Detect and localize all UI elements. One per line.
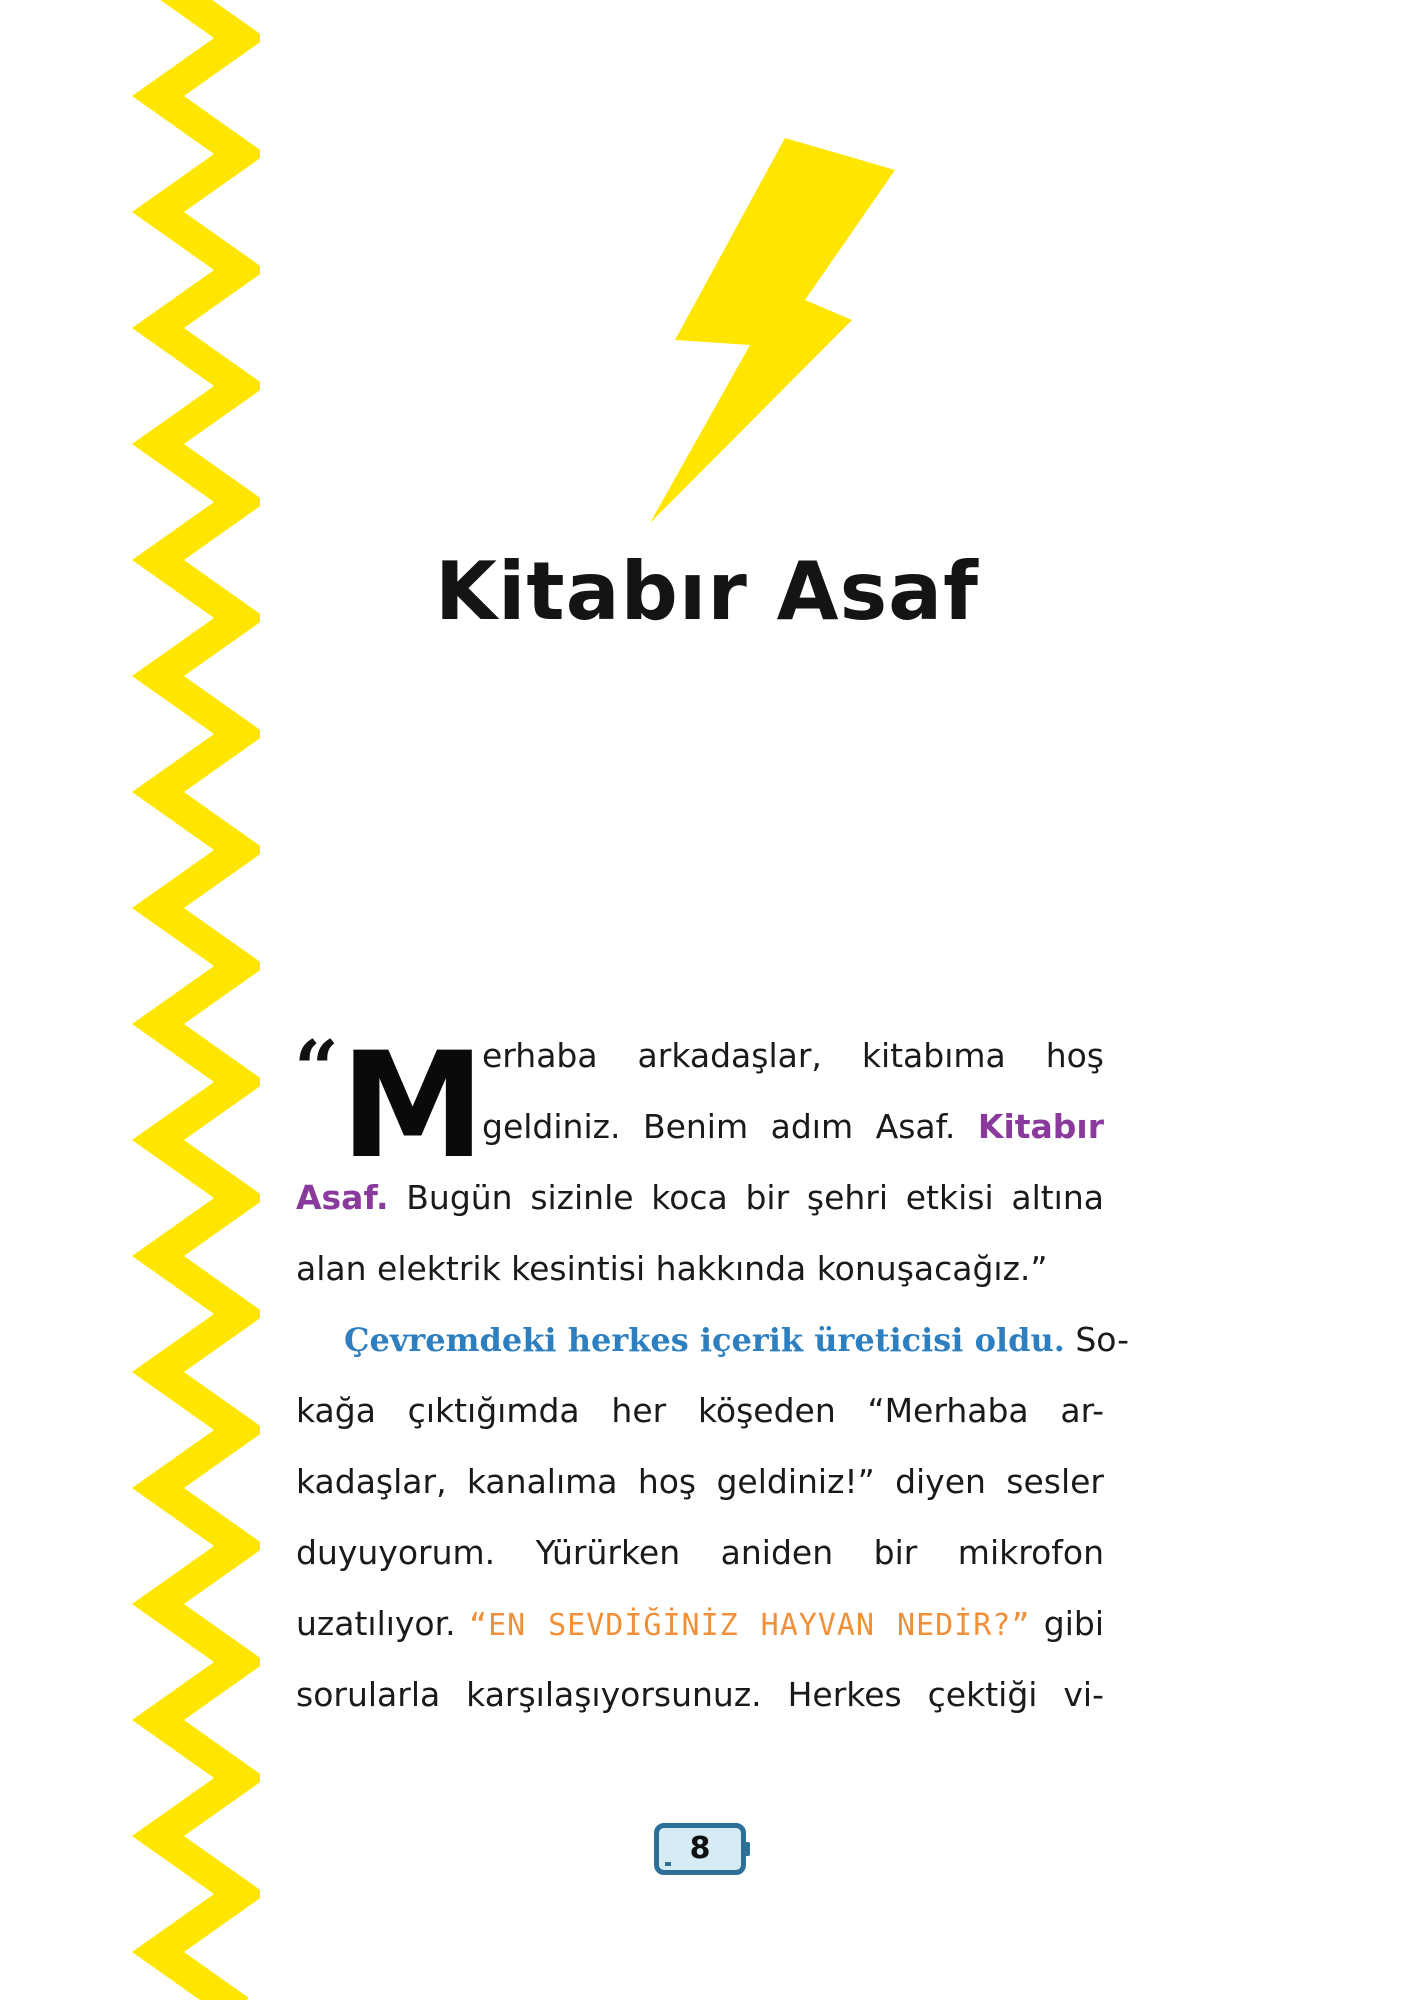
page-number-badge	[654, 1823, 746, 1875]
para2-line-5-start: uzatılıyor.	[296, 1604, 456, 1643]
para2-line-6: sorularla karşılaşıyorsunuz. Herkes çektiği vi-	[296, 1675, 1104, 1714]
opening-quote-mark: “	[294, 1024, 339, 1115]
lightning-bolt-icon	[640, 130, 910, 530]
para1-line-2	[482, 1091, 1104, 1162]
zigzag-border	[0, 0, 260, 2000]
para1-line-1: erhaba arkadaşlar, kitabıma hoş	[482, 1036, 1104, 1075]
para2-line-5-end: gibi	[1043, 1604, 1104, 1643]
creator-highlight: Çevremdeki herkes içerik üreticisi oldu.	[344, 1321, 1065, 1359]
badge-tab	[745, 1842, 750, 1856]
body-text	[294, 1020, 1130, 1730]
para1-line-2-text: geldiniz. Benim adım Asaf.	[482, 1107, 956, 1146]
para2-line-2: kağa çıktığımda her köşeden “Merhaba ar-	[296, 1391, 1104, 1430]
para2-line-5	[296, 1588, 1104, 1659]
para1-line-3-text: Bugün sizinle koca bir şehri etkisi altına	[406, 1178, 1104, 1217]
drop-cap: M	[340, 1021, 484, 1191]
intro-paragraph	[296, 1020, 1104, 1304]
page-number: 8	[689, 1831, 711, 1866]
para2-line-4: duyuyorum. Yürürken aniden bir mikrofon	[296, 1533, 1104, 1572]
book-name-highlight-cont: Asaf.	[296, 1178, 389, 1217]
para1-line-4: alan elektrik kesintisi hakkında konuşacağız.”	[296, 1249, 1048, 1288]
para2-line-1-text: So-	[1075, 1320, 1130, 1359]
para2-line-3: kadaşlar, kanalıma hoş geldiniz!” diyen sesler	[296, 1462, 1104, 1501]
question-highlight: “EN SEVDİĞİNİZ HAYVAN NEDİR?”	[469, 1608, 1031, 1643]
para2-line-1	[296, 1304, 1130, 1375]
book-name-highlight: Kitabır	[977, 1107, 1105, 1146]
second-paragraph	[296, 1304, 1130, 1730]
badge-dot	[665, 1862, 671, 1866]
chapter-title: Kitabır Asaf	[435, 545, 979, 638]
